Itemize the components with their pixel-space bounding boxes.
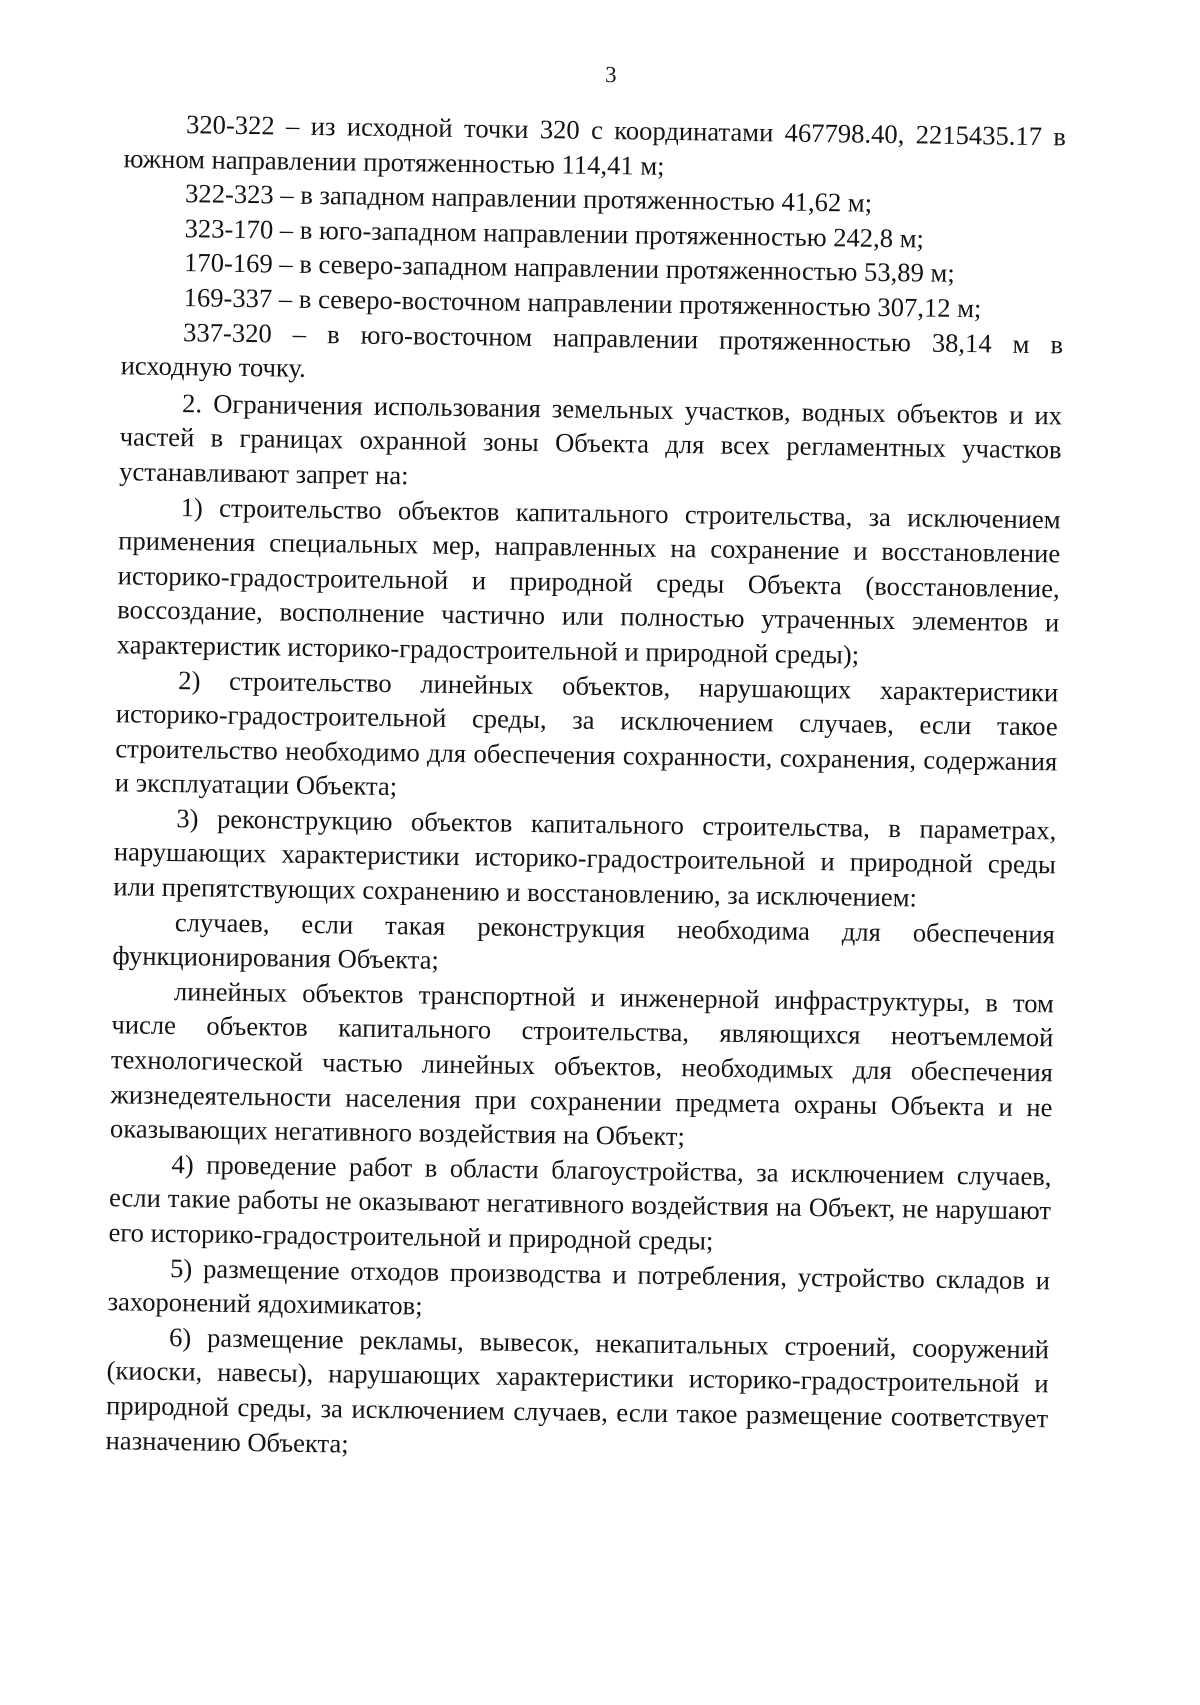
- paragraph-item-4: 4) проведение работ в области благоустройства, за исключением случаев, если такие работы не оказывают негативного воздействия на Объект, не нарушают его историко-градостроительной и природной среды;: [108, 1148, 1052, 1256]
- paragraph-item-6: 6) размещение рекламы, вывесок, некапитальных строений, сооружений (киоски, навесы), нарушающих характеристики историко-градостроительной и природной среды, за исключением случаев, если такое размещение соответствует назначению Объекта;: [105, 1321, 1050, 1459]
- paragraph-item-3-exception-2: линейных объектов транспортной и инженерной инфраструктуры, в том числе объектов капитального строительства, являющихся неотъемлемой технологической частью линейных объектов, необходимых для обеспечения жизнедеятельности населения при сохранении предмета охраны Объекта и не оказывающих негативного воздействия на Объект;: [109, 975, 1055, 1152]
- paragraph-item-1: 1) строительство объектов капитального строительства, за исключением применения специальных мер, направленных на сохранение и восстановление историко-градостроительной и природной среды Объекта (восстановление, воссоздание, восполнение частично или полностью утраченных элементов и характеристик историко-градостроительной и природной среды);: [116, 491, 1061, 670]
- document-body: [105, 106, 1066, 1470]
- paragraph-boundary-320-322: 320-322 – из исходной точки 320 с координатами 467798.40, 2215435.17 в южном направлении протяженностью 114,41 м;: [123, 109, 1067, 181]
- paragraph-item-3: 3) реконструкцию объектов капитального строительства, в параметрах, нарушающих характеристики историко-градостроительной и природной среды или препятствующих сохранению и восстановлению, за исключением:: [113, 802, 1057, 913]
- paragraph-boundary-337-320: 337-320 – в юго-восточном направлении протяженностью 38,14 м в исходную точку.: [120, 316, 1064, 384]
- page-number: 3: [604, 61, 617, 88]
- paragraph-item-2: 2) строительство линейных объектов, нарушающих характеристики историко-градостроительной среды, за исключением случаев, если такое строительство необходимо для обеспечения сохранности, сохранения, содержания и эксплуатации Объекта;: [114, 664, 1059, 802]
- paragraph-boundary-169-337: 169-337 – в северо-восточном направлении протяженностью 307,12 м;: [183, 282, 982, 324]
- paragraph-restrictions-intro: 2. Ограничения использования земельных участков, водных объектов и их частей в границах охранной зоны Объекта для всех регламентных участков устанавливают запрет на:: [119, 387, 1063, 491]
- paragraph-item-5: 5) размещение отходов производства и потребления, устройство складов и захоронений ядохимикатов;: [107, 1252, 1051, 1321]
- paragraph-boundary-323-170: 323-170 – в юго-западном направлении протяженностью 242,8 м;: [184, 212, 925, 254]
- paragraph-boundary-170-169: 170-169 – в северо-западном направлении протяженностью 53,89 м;: [183, 247, 955, 289]
- paragraph-item-3-exception-1: случаев, если такая реконструкция необходима для обеспечения функционирования Объекта;: [112, 906, 1056, 976]
- paragraph-boundary-322-323: 322-323 – в западном направлении протяженностью 41,62 м;: [184, 178, 873, 218]
